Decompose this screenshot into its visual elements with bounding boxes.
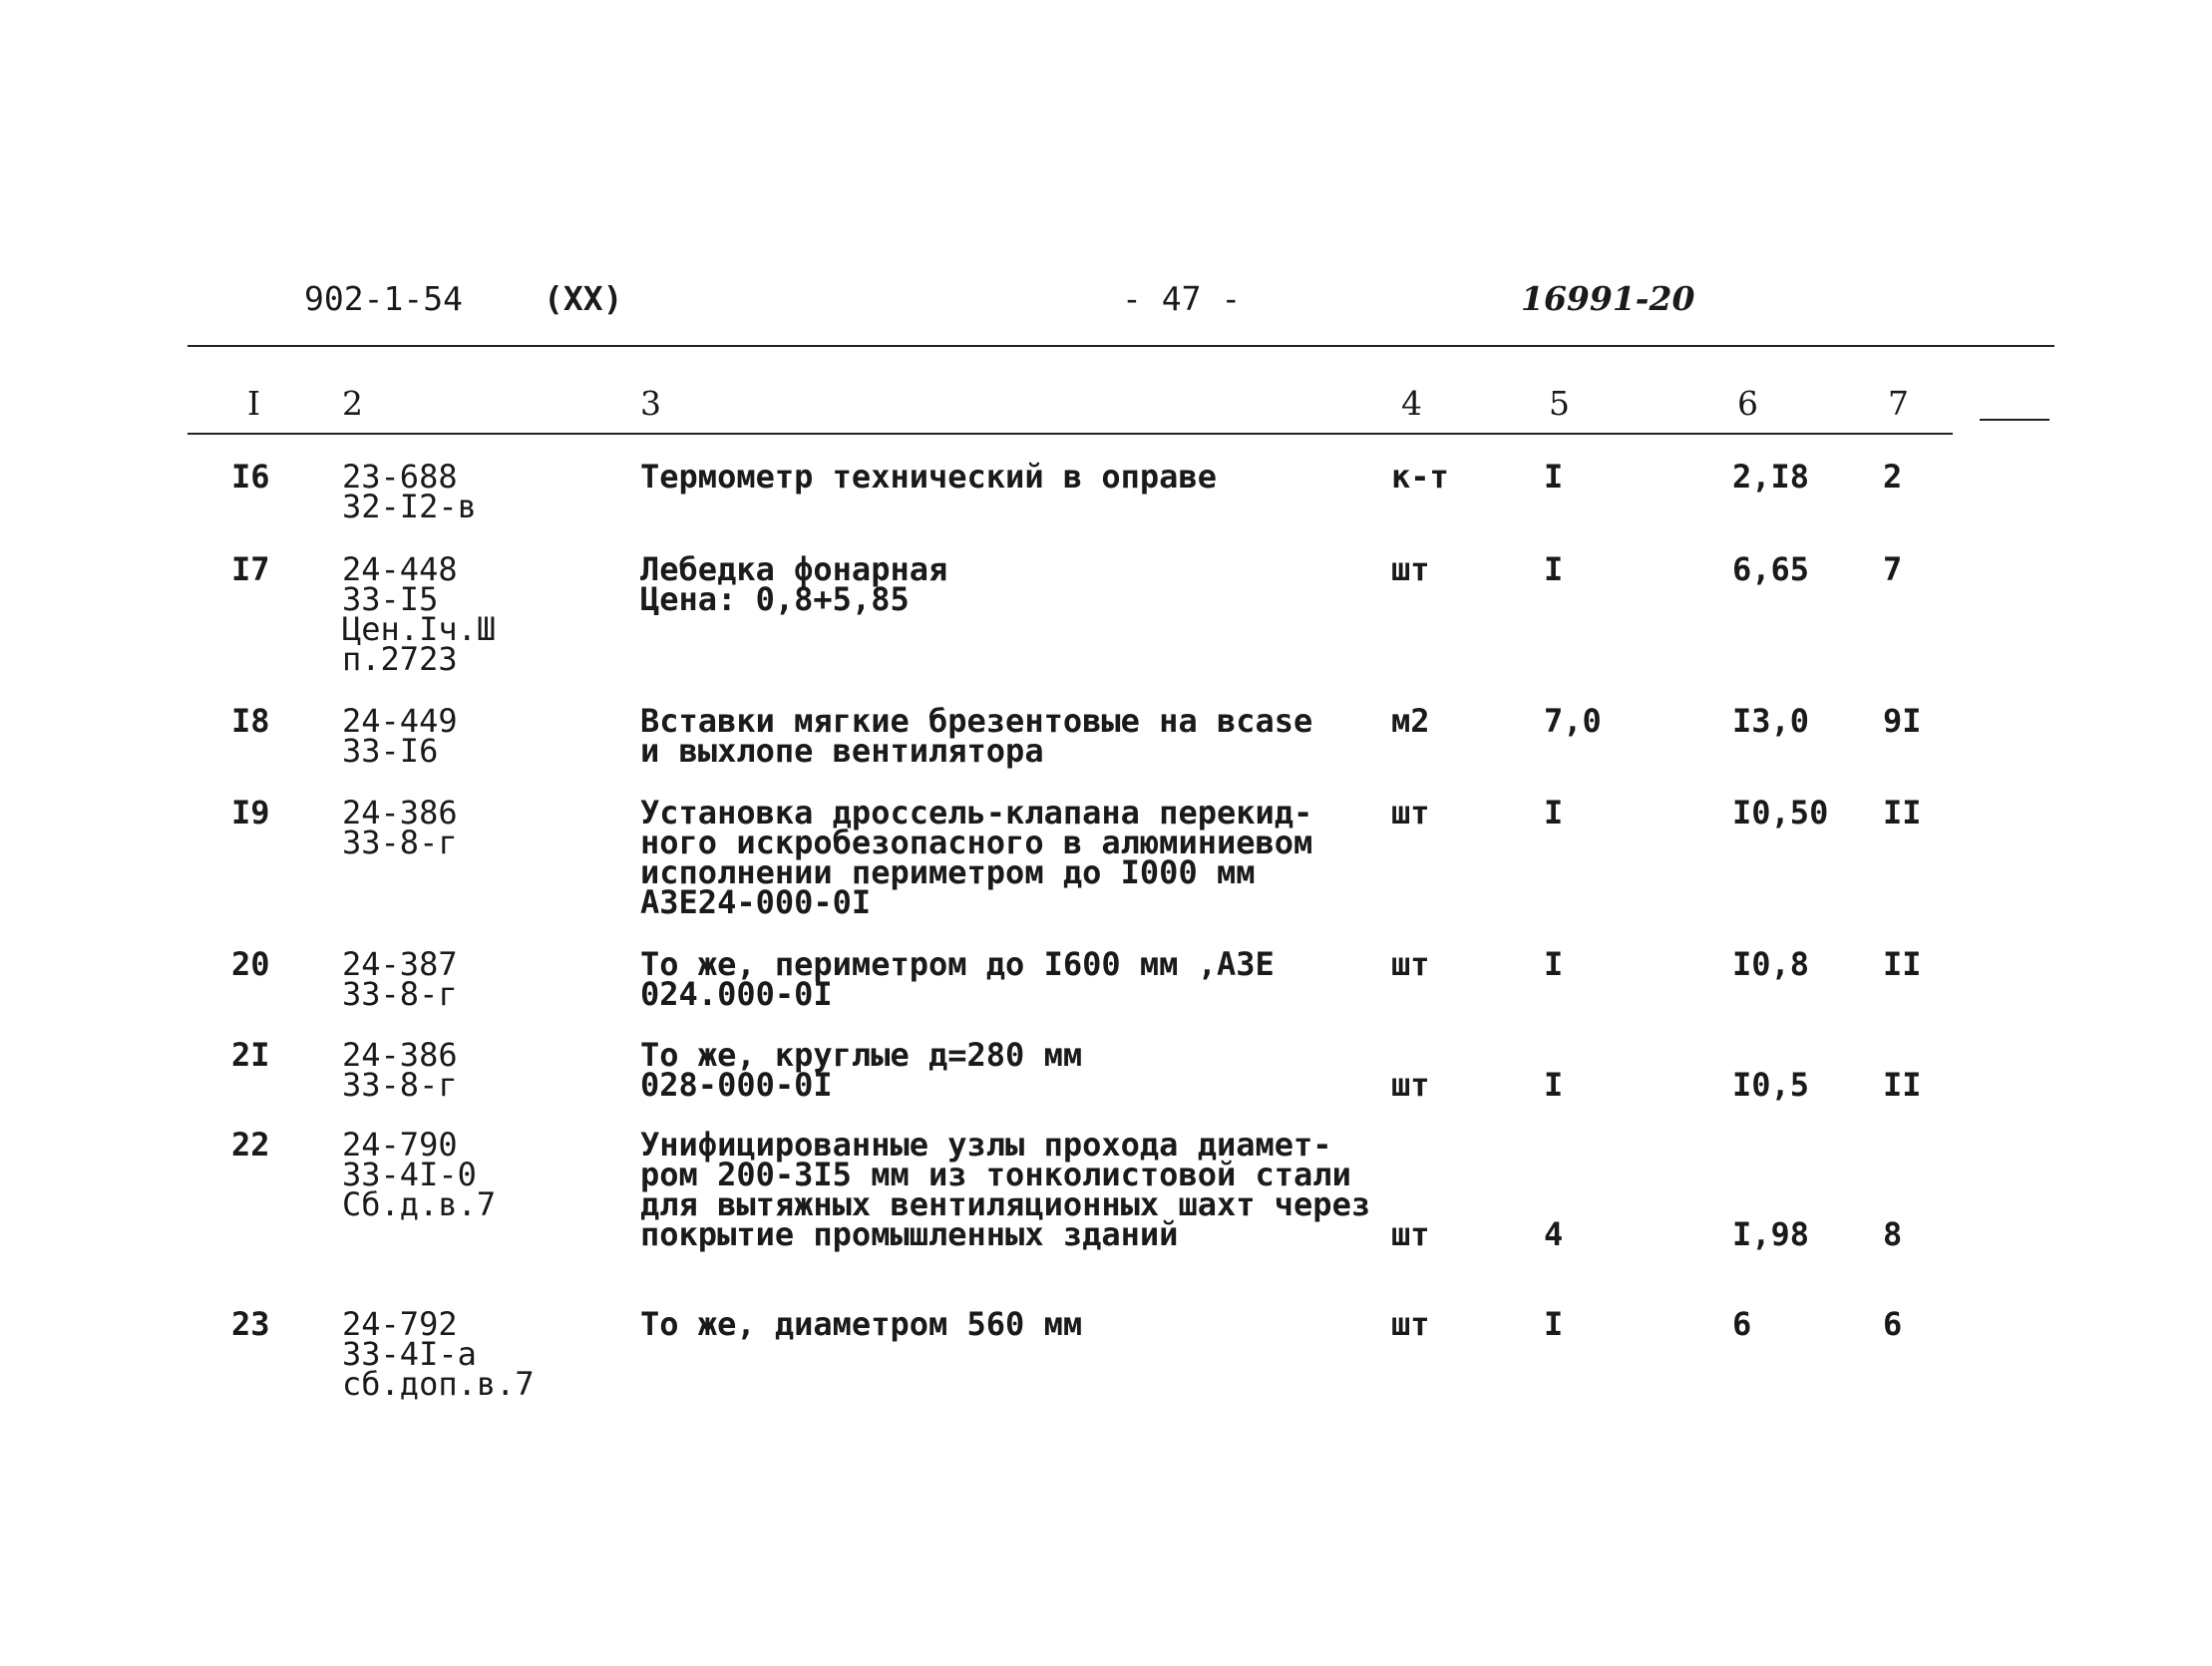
catalog-code-line: 32-I2-в xyxy=(342,488,477,525)
item-description-line: То же, круглые д=280 мм xyxy=(640,1036,1083,1074)
catalog-code-line: 33-8-г xyxy=(342,1066,458,1104)
price-cell: I0,8 xyxy=(1732,945,1810,983)
item-description xyxy=(640,1305,1083,1343)
catalog-code xyxy=(342,550,497,678)
document-code: 902-1-54 xyxy=(304,279,463,318)
column-header-7: 7 xyxy=(1888,384,1909,423)
item-description xyxy=(640,458,1217,496)
item-description xyxy=(640,794,1313,921)
column-header-2: 2 xyxy=(342,384,363,423)
catalog-code-line: Сб.д.в.7 xyxy=(342,1185,497,1223)
unit-cell: шт xyxy=(1391,550,1430,588)
quantity-cell: I xyxy=(1544,1066,1564,1104)
item-description-line: и выхлопе вентилятора xyxy=(640,732,1044,770)
column-header-6: 6 xyxy=(1737,384,1758,423)
unit-cell: шт xyxy=(1391,1066,1430,1104)
item-description-line: покрытие промышленных зданий xyxy=(640,1215,1179,1253)
catalog-code-line: 24-790 xyxy=(342,1126,458,1164)
catalog-code xyxy=(342,702,458,770)
row-number: 20 xyxy=(231,945,270,983)
unit-cell: шт xyxy=(1391,1215,1430,1253)
catalog-code xyxy=(342,1036,458,1104)
unit-cell: м2 xyxy=(1391,702,1430,740)
catalog-code-line: 33-8-г xyxy=(342,824,458,861)
item-description xyxy=(640,702,1313,770)
catalog-code-line: сб.доп.в.7 xyxy=(342,1365,535,1403)
catalog-code-line: 33-4I-0 xyxy=(342,1156,477,1193)
total-cell: 6 xyxy=(1883,1305,1903,1343)
item-description xyxy=(640,1126,1371,1253)
price-cell: 2,I8 xyxy=(1732,458,1810,496)
item-description-line: Термометр технический в оправе xyxy=(640,458,1217,496)
catalog-code-line: 24-448 xyxy=(342,550,458,588)
price-cell: 6,65 xyxy=(1732,550,1810,588)
row-number: I9 xyxy=(231,794,270,832)
column-header-4: 4 xyxy=(1401,384,1422,423)
item-description-line: Лебедка фонарная xyxy=(640,550,948,588)
catalog-code-line: 24-387 xyxy=(342,945,458,983)
catalog-code-line: 33-4I-а xyxy=(342,1335,477,1373)
price-cell: I3,0 xyxy=(1732,702,1810,740)
total-cell: II xyxy=(1883,945,1922,983)
price-cell: I0,5 xyxy=(1732,1066,1810,1104)
item-description xyxy=(640,945,1275,1013)
item-description-line: Цена: 0,8+5,85 xyxy=(640,580,910,618)
catalog-code xyxy=(342,458,477,525)
section-number: (XX) xyxy=(544,279,623,318)
item-description-line: То же, диаметром 560 мм xyxy=(640,1305,1083,1343)
catalog-code xyxy=(342,794,458,861)
catalog-code-line: п.2723 xyxy=(342,640,458,678)
catalog-code xyxy=(342,1126,497,1223)
header-rule xyxy=(187,433,1953,435)
item-description-line: исполнении периметром до I000 мм xyxy=(640,853,1256,891)
catalog-code-line: 33-I5 xyxy=(342,580,439,618)
unit-cell: шт xyxy=(1391,1305,1430,1343)
catalog-code-line: 24-449 xyxy=(342,702,458,740)
column-header-5: 5 xyxy=(1549,384,1570,423)
catalog-code-line: 24-792 xyxy=(342,1305,458,1343)
item-description-line: АЗЕ24-000-0I xyxy=(640,883,872,921)
page-number: - 47 - xyxy=(1122,279,1242,318)
catalog-code-line: 24-386 xyxy=(342,794,458,832)
unit-cell: шт xyxy=(1391,794,1430,832)
item-description xyxy=(640,1036,1083,1104)
item-description-line: То же, периметром до I600 мм ,АЗЕ xyxy=(640,945,1275,983)
total-cell: 8 xyxy=(1883,1215,1903,1253)
row-number: 22 xyxy=(231,1126,270,1164)
quantity-cell: I xyxy=(1544,1305,1564,1343)
inventory-number: 16991-20 xyxy=(1521,279,1695,318)
total-cell: 7 xyxy=(1883,550,1903,588)
catalog-code xyxy=(342,945,458,1013)
total-cell: 2 xyxy=(1883,458,1903,496)
unit-cell: к-т xyxy=(1391,458,1449,496)
catalog-code-line: 33-I6 xyxy=(342,732,439,770)
row-number: I7 xyxy=(231,550,270,588)
catalog-code-line: 33-8-г xyxy=(342,975,458,1013)
item-description-line: для вытяжных вентиляционных шахт через xyxy=(640,1185,1371,1223)
item-description xyxy=(640,550,948,618)
quantity-cell: I xyxy=(1544,794,1564,832)
row-number: 23 xyxy=(231,1305,270,1343)
item-description-line: Вставки мягкие брезентовые на вcase xyxy=(640,702,1313,740)
total-cell: II xyxy=(1883,794,1922,832)
item-description-line: ром 200-3I5 мм из тонколистовой стали xyxy=(640,1156,1351,1193)
row-number: I6 xyxy=(231,458,270,496)
quantity-cell: 4 xyxy=(1544,1215,1564,1253)
column-header-3: 3 xyxy=(640,384,661,423)
row-number: 2I xyxy=(231,1036,270,1074)
quantity-cell: 7,0 xyxy=(1544,702,1602,740)
column-header-1: I xyxy=(247,384,261,423)
quantity-cell: I xyxy=(1544,458,1564,496)
total-cell: II xyxy=(1883,1066,1922,1104)
price-cell: I0,50 xyxy=(1732,794,1829,832)
item-description-line: ного искробезопасного в алюминиевом xyxy=(640,824,1313,861)
item-description-line: 028-000-0I xyxy=(640,1066,833,1104)
quantity-cell: I xyxy=(1544,945,1564,983)
unit-cell: шт xyxy=(1391,945,1430,983)
catalog-code xyxy=(342,1305,535,1403)
header-rule-end xyxy=(1980,419,2049,421)
price-cell: I,98 xyxy=(1732,1215,1810,1253)
top-rule xyxy=(187,345,2054,347)
quantity-cell: I xyxy=(1544,550,1564,588)
item-description-line: Унифицированные узлы прохода диамет- xyxy=(640,1126,1332,1164)
item-description-line: 024.000-0I xyxy=(640,975,833,1013)
catalog-code-line: 24-386 xyxy=(342,1036,458,1074)
row-number: I8 xyxy=(231,702,270,740)
total-cell: 9I xyxy=(1883,702,1922,740)
price-cell: 6 xyxy=(1732,1305,1752,1343)
item-description-line: Установка дроссель-клапана перекид- xyxy=(640,794,1313,832)
catalog-code-line: Цен.Iч.Ш xyxy=(342,610,497,648)
catalog-code-line: 23-688 xyxy=(342,458,458,496)
